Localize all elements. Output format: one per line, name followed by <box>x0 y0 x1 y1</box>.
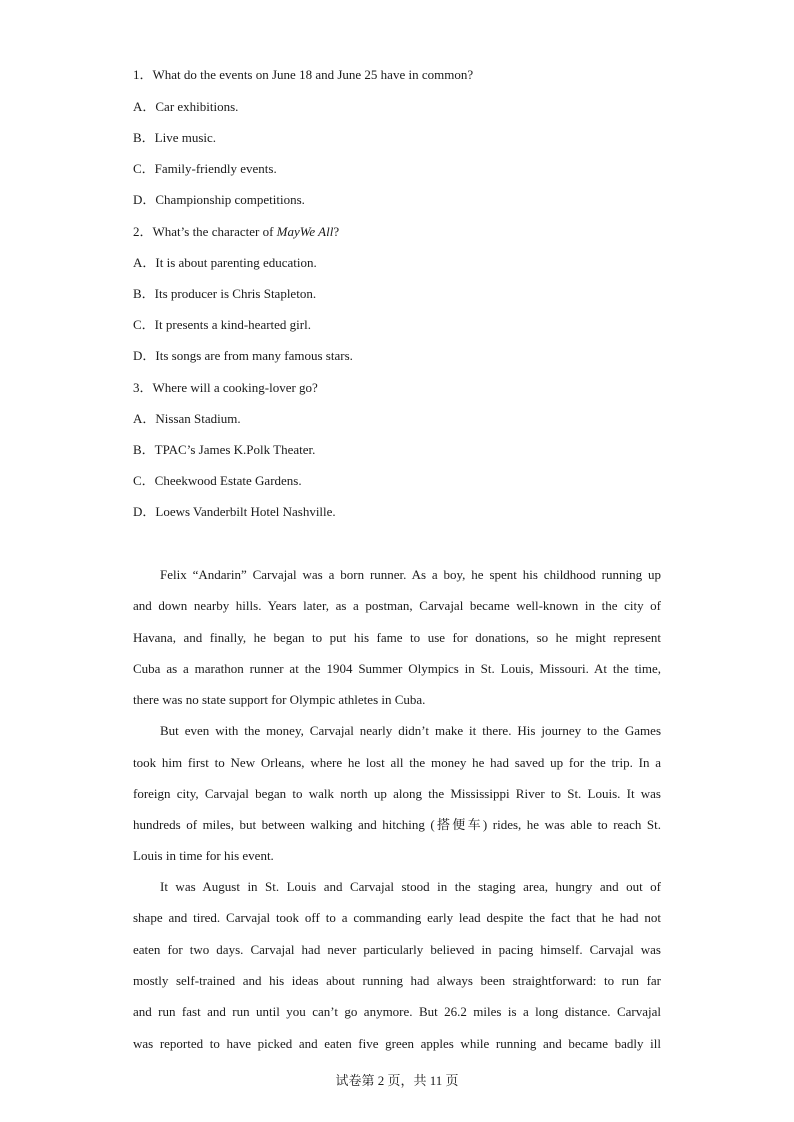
passage-line: Louis in time for his event. <box>133 848 274 863</box>
passage-line: was reported to have picked and eaten five green apples while running and became badly ill <box>133 1036 661 1051</box>
passage-line: eaten for two days. Carvajal had never particularly believed in pacing himself. Carvajal was <box>133 942 661 957</box>
question-2-option-a: A．It is about parenting education. <box>133 255 317 270</box>
passage-line: shape and tired. Carvajal took off to a commanding early lead despite the fact that he had not <box>133 910 661 925</box>
page-footer: 试卷第 2 页，共 11 页 <box>335 1073 459 1088</box>
passage-line: Felix “Andarin” Carvajal was a born runner. As a boy, he spent his childhood running up <box>160 567 661 582</box>
question-1-option-c: C．Family-friendly events. <box>133 161 277 176</box>
question-1-option-d: D．Championship competitions. <box>133 192 305 207</box>
passage-line: there was no state support for Olympic athletes in Cuba. <box>133 692 426 707</box>
question-2-option-d: D．Its songs are from many famous stars. <box>133 348 353 363</box>
question-3-option-b: B．TPAC’s James K.Polk Theater. <box>133 442 316 457</box>
question-2-stem-prefix: 2．What’s the character of <box>133 224 277 239</box>
question-2-option-b: B．Its producer is Chris Stapleton. <box>133 286 317 301</box>
passage-line: It was August in St. Louis and Carvajal stood in the staging area, hungry and out of <box>160 879 661 894</box>
question-2-stem-title: MayWe All <box>276 224 334 239</box>
question-1-option-b: B．Live music. <box>133 130 217 145</box>
question-2-option-c: C．It presents a kind-hearted girl. <box>133 317 311 332</box>
question-2-stem-suffix: ? <box>333 224 340 239</box>
question-2-stem <box>133 224 339 240</box>
passage-line: mostly self-trained and his ideas about running had always been straightforward: to run far <box>133 973 661 988</box>
passage-line: Havana, and finally, he began to put his fame to use for donations, so he might represent <box>133 630 661 645</box>
question-3-option-d: D．Loews Vanderbilt Hotel Nashville. <box>133 504 336 519</box>
question-3-stem: 3．Where will a cooking-lover go? <box>133 380 318 395</box>
passage-line: Cuba as a marathon runner at the 1904 Summer Olympics in St. Louis, Missouri. At the time, <box>133 661 661 676</box>
passage-line: and down nearby hills. Years later, as a postman, Carvajal became well-known in the city of <box>133 598 661 613</box>
question-1-option-a: A．Car exhibitions. <box>133 99 239 114</box>
passage-line: hundreds of miles, but between walking and hitching (搭便车) rides, he was able to reach St. <box>133 817 661 832</box>
passage-line: and run fast and run until you can’t go anymore. But 26.2 miles is a long distance. Carvajal <box>133 1004 661 1019</box>
passage-line: took him first to New Orleans, where he lost all the money he had saved up for the trip. In a <box>133 755 661 770</box>
question-1-stem: 1．What do the events on June 18 and June 25 have in common? <box>133 67 474 82</box>
question-3-option-a: A．Nissan Stadium. <box>133 411 241 426</box>
passage-line: foreign city, Carvajal began to walk north up along the Mississippi River to St. Louis. It was <box>133 786 661 801</box>
question-3-option-c: C．Cheekwood Estate Gardens. <box>133 473 302 488</box>
passage-line: But even with the money, Carvajal nearly didn’t make it there. His journey to the Games <box>160 723 661 738</box>
